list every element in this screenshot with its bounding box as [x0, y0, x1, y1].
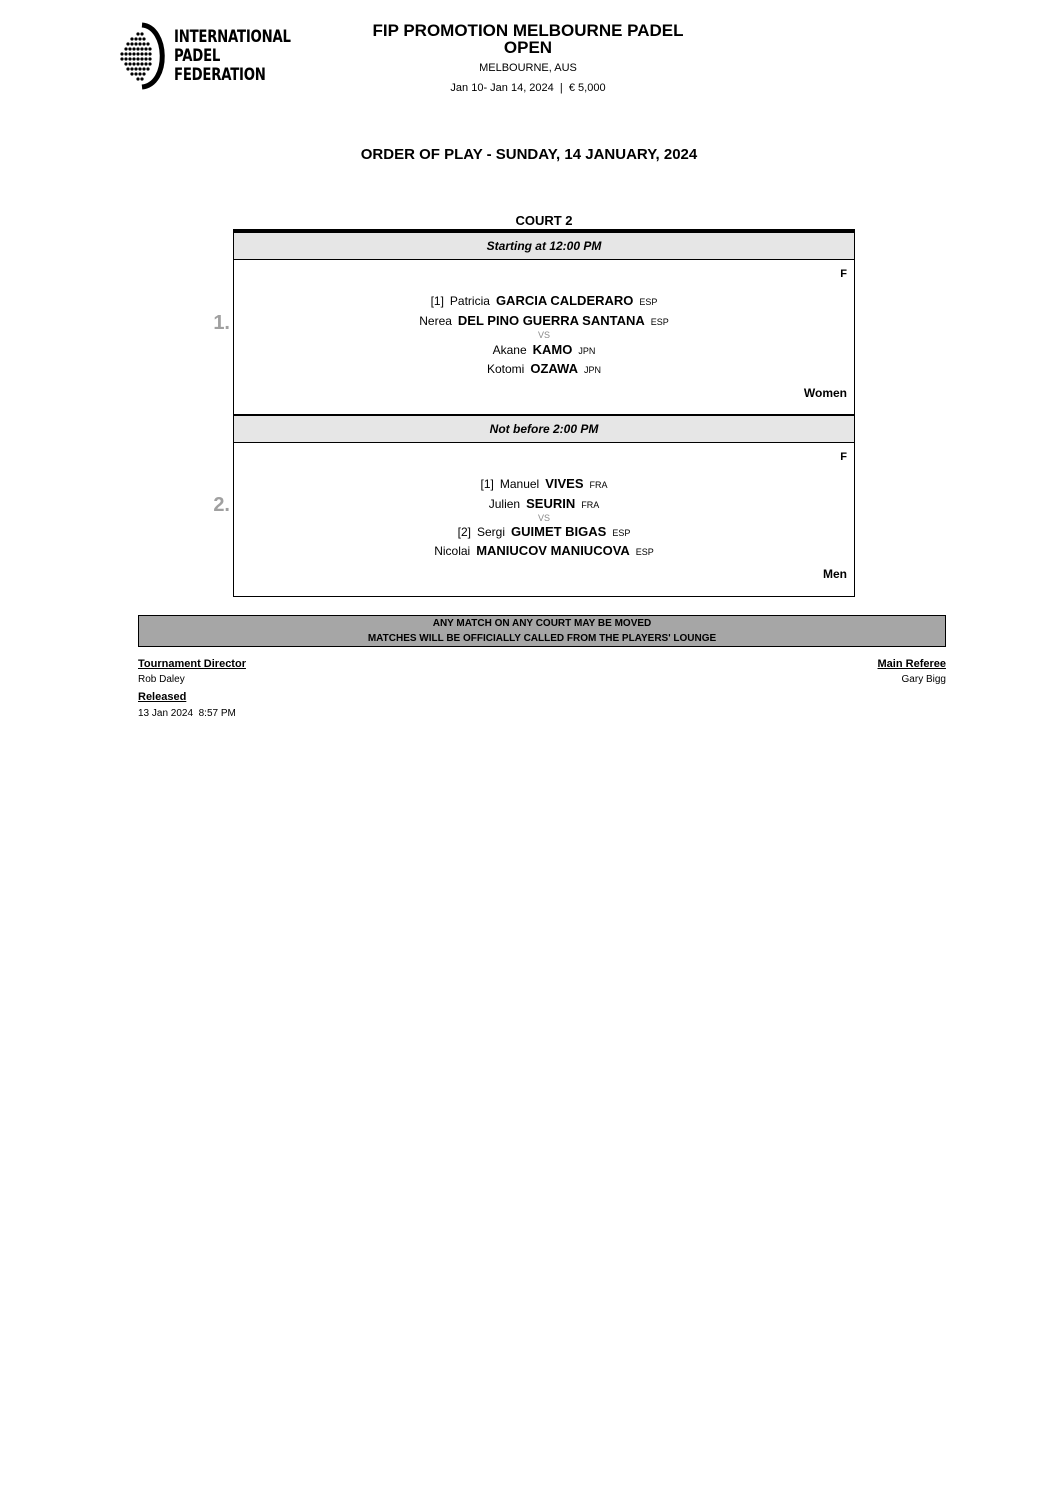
player-first-name: Sergi — [476, 525, 505, 539]
tournament-dates: Jan 10- Jan 14, 2024 | € 5,000 — [450, 82, 606, 94]
match-1-vs: VS — [537, 330, 550, 340]
player-nationality: ESP — [650, 317, 669, 327]
player-seed: [2] — [457, 525, 471, 539]
player-first-name: Manuel — [499, 477, 540, 491]
match-1-card — [233, 260, 855, 415]
tournament-director-name: Rob Daley — [138, 674, 185, 685]
match-2-team2-player1 — [234, 524, 854, 539]
match-2-team1-player1 — [234, 476, 854, 491]
player-nationality: FRA — [581, 500, 600, 510]
notice-line-2: MATCHES WILL BE OFFICIALLY CALLED FROM THE PLAYERS' LOUNGE — [367, 633, 717, 644]
match-2-number: 2. — [213, 494, 230, 516]
player-last-name: GUIMET BIGAS — [511, 524, 607, 539]
court-title: COURT 2 — [515, 213, 573, 228]
order-of-play-title: ORDER OF PLAY - SUNDAY, 14 JANUARY, 2024 — [360, 146, 698, 163]
player-nationality: JPN — [584, 365, 602, 375]
match-1-time: Starting at 12:00 PM — [233, 232, 855, 260]
player-last-name: GARCIA CALDERARO — [495, 293, 634, 308]
padel-ball-icon — [118, 22, 174, 90]
player-first-name: Akane — [492, 343, 527, 357]
tournament-title-line-2: OPEN — [503, 38, 553, 57]
tournament-director-label: Tournament Director — [138, 658, 246, 670]
tournament-location: MELBOURNE, AUS — [479, 62, 577, 74]
match-1-team1-player2 — [234, 313, 854, 328]
logo-line-1: INTERNATIONAL — [174, 27, 291, 47]
match-1-number: 1. — [213, 312, 230, 334]
match-1-category: Women — [803, 386, 847, 400]
match-1-team1-player1 — [234, 293, 854, 308]
logo-line-2: PADEL — [174, 46, 221, 66]
player-last-name: KAMO — [532, 342, 573, 357]
match-2-team2-player2 — [234, 543, 854, 558]
fip-logo — [118, 22, 291, 90]
player-nationality: ESP — [635, 547, 654, 557]
player-first-name: Nicolai — [434, 544, 471, 558]
match-2-round: F — [840, 451, 847, 463]
match-2-category: Men — [823, 567, 847, 581]
released-label: Released — [138, 691, 187, 703]
player-last-name: OZAWA — [530, 361, 578, 376]
logo-line-3: FEDERATION — [174, 65, 266, 85]
player-nationality: JPN — [578, 346, 596, 356]
match-2-team1-player2 — [234, 496, 854, 511]
player-last-name: DEL PINO GUERRA SANTANA — [457, 313, 645, 328]
player-nationality: ESP — [612, 528, 631, 538]
main-referee-name: Gary Bigg — [901, 674, 946, 685]
match-1-round: F — [840, 268, 847, 280]
player-first-name: Nerea — [419, 314, 452, 328]
tournament-title-line-1: FIP PROMOTION MELBOURNE PADEL — [372, 21, 684, 40]
notice-line-1: ANY MATCH ON ANY COURT MAY BE MOVED — [432, 618, 652, 629]
player-first-name: Kotomi — [486, 362, 525, 376]
match-2-vs: VS — [537, 513, 550, 523]
player-nationality: FRA — [589, 480, 608, 490]
match-2-card — [233, 443, 855, 597]
tournament-title — [340, 22, 716, 56]
player-last-name: SEURIN — [526, 496, 576, 511]
match-1-team2-player2 — [234, 361, 854, 376]
player-first-name: Julien — [488, 497, 521, 511]
match-1-team2-player1 — [234, 342, 854, 357]
player-first-name: Patricia — [449, 294, 490, 308]
player-seed: [1] — [480, 477, 494, 491]
released-value: 13 Jan 2024 8:57 PM — [138, 708, 236, 719]
match-2-time: Not before 2:00 PM — [233, 415, 855, 443]
player-seed: [1] — [430, 294, 444, 308]
player-nationality: ESP — [639, 297, 658, 307]
main-referee-label: Main Referee — [877, 658, 946, 670]
player-last-name: VIVES — [545, 476, 584, 491]
notice-banner — [138, 615, 946, 647]
player-last-name: MANIUCOV MANIUCOVA — [476, 543, 630, 558]
